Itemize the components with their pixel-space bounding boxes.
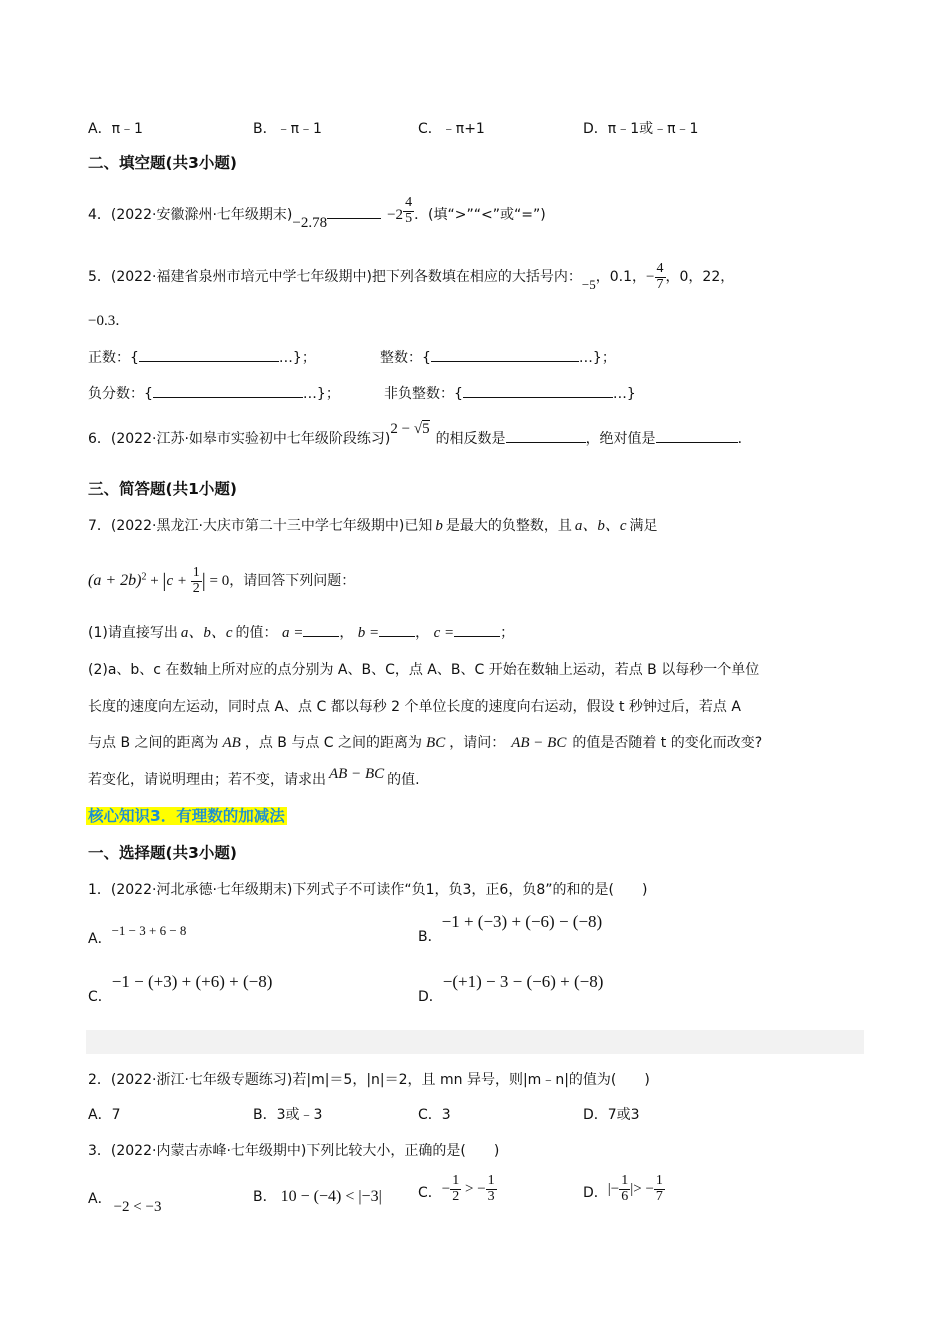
q6-mid: 的相反数是 bbox=[435, 431, 506, 447]
q5-line-2 bbox=[88, 310, 129, 330]
separator-band bbox=[86, 1030, 864, 1054]
q5-set-positive: 正数：{ …}； bbox=[88, 350, 316, 366]
q5-number-3-fraction: $\frac{4}{7}$ bbox=[656, 261, 664, 292]
choice-3-option-a: A． −2 < −3 bbox=[88, 1191, 162, 1215]
question-7-line-1: 7．(2022·黑龙江·大庆市第二十三中学七年级期中)已知 b 是最大的负整数，且 a、b、c 满足 bbox=[88, 518, 658, 534]
blank-integer bbox=[431, 361, 579, 362]
q7-equation: $(a + 2b)^2 + |c$ + $\frac{1}{2}$ | = 0，请回答下列问题： bbox=[88, 565, 356, 596]
blank-b bbox=[379, 636, 415, 637]
c3-c-fraction-1: $\frac{1}{2}$ bbox=[452, 1173, 460, 1204]
section-heading-fill: 二、填空题(共3小题) bbox=[88, 154, 237, 172]
q5-number-4: ，0，22， bbox=[665, 269, 735, 286]
core-knowledge-banner: 核心知识3．有理数的加减法 bbox=[88, 807, 285, 825]
choice-1-option-a: A．−1 − 3 + 6 − 8 bbox=[88, 923, 187, 947]
q7-part-2-line-2: 长度的速度向左运动，同时点 A、点 C 都以每秒 2 个单位长度的速度向右运动，假设 t 秒钟过后，若点 A bbox=[88, 699, 741, 715]
q4-right-fraction: $\frac{4}{5}$ bbox=[405, 195, 413, 226]
choice-1-option-c: C．−1 − (+3) + (+6) + (−8) bbox=[88, 972, 273, 1005]
choice-3-option-b: B． 10 − (−4) < |−3| bbox=[253, 1188, 382, 1205]
choice-1-stem: 1．(2022·河北承德·七年级期末)下列式子不可读作“负1，负3，正6，负8”的和的是( ) bbox=[88, 882, 648, 898]
q4-left-value: −2.78 bbox=[292, 215, 328, 232]
q7-part-2-line-3: 与点 B 之间的距离为 AB ，点 B 与点 C 之间的距离为 BC ，请问： AB − BC 的值是否随着 t 的变化而改变? bbox=[88, 735, 763, 751]
question-5 bbox=[88, 262, 734, 292]
c3-c-fraction-2: $\frac{1}{3}$ bbox=[487, 1173, 495, 1204]
q5-prefix: 5．(2022·福建省泉州市培元中学七年级期中)把下列各数填在相应的大括号内： bbox=[88, 269, 582, 286]
blank-absolute bbox=[656, 442, 738, 443]
blank-a bbox=[303, 636, 339, 637]
q3-option-a: A．π﹣1 bbox=[88, 121, 143, 137]
q7-part-2-line-4: 若变化，请说明理由；若不变，请求出 AB − BC 的值. bbox=[88, 766, 420, 788]
choice-3-option-c: C．− $\frac{1}{2}$ > − $\frac{1}{3}$ bbox=[418, 1173, 495, 1204]
blank-nonnegative-integer bbox=[463, 397, 613, 398]
choice-2-option-a: A．7 bbox=[88, 1107, 121, 1123]
blank-negative-fraction bbox=[153, 397, 303, 398]
choice-1-option-d: D．−(+1) − 3 − (−6) + (−8) bbox=[418, 972, 604, 1005]
q4-blank bbox=[327, 218, 381, 219]
choice-2-option-b: B．3或﹣3 bbox=[253, 1107, 323, 1123]
q4-suffix: ．(填“>”“<”或“=”) bbox=[414, 207, 546, 224]
c3-d-fraction-2: $\frac{1}{7}$ bbox=[655, 1173, 663, 1204]
choice-2-option-d: D．7或3 bbox=[583, 1107, 640, 1123]
q6-mid2: ，绝对值是 bbox=[585, 431, 656, 447]
question-6: 6．(2022·江苏·如皋市实验初中七年级阶段练习)2 − √5的相反数是 ，绝对值是 ． bbox=[88, 421, 752, 447]
q5-set-integer: 整数：{ …}； bbox=[380, 350, 616, 366]
q3-option-c: C．﹣π+1 bbox=[418, 121, 485, 137]
q3-option-b: B．﹣π﹣1 bbox=[253, 121, 322, 137]
q3-option-d: D．π﹣1或﹣π﹣1 bbox=[583, 121, 699, 137]
q5-number-5: −0.3 bbox=[88, 313, 116, 329]
q6-prefix: 6．(2022·江苏·如皋市实验初中七年级阶段练习) bbox=[88, 431, 391, 447]
q5-end: ． bbox=[115, 313, 130, 329]
q6-expression: 2 − √5 bbox=[390, 421, 430, 437]
q5-set-nonnegative-integer: 非负整数：{ …} bbox=[384, 386, 636, 402]
q5-number-3-sign: − bbox=[646, 269, 655, 286]
q7-part-2-line-1: (2)a、b、c 在数轴上所对应的点分别为 A、B、C，点 A、B、C 开始在数轴上运动，若点 B 以每秒一个单位 bbox=[88, 662, 760, 678]
choice-3-option-d: D．|− $\frac{1}{6}$ |> − $\frac{1}{7}$ bbox=[583, 1173, 663, 1204]
section-heading-short-answer: 三、简答题(共1小题) bbox=[88, 480, 237, 498]
q7-eq-fraction: $\frac{1}{2}$ bbox=[192, 565, 200, 596]
question-4 bbox=[88, 195, 546, 232]
c3-d-fraction-1: $\frac{1}{6}$ bbox=[621, 1173, 629, 1204]
blank-positive bbox=[139, 361, 279, 362]
choice-2-option-c: C．3 bbox=[418, 1107, 451, 1123]
q4-right-whole: −2 bbox=[387, 207, 404, 224]
blank-c bbox=[454, 636, 500, 637]
choice-1-option-b: B．−1 + (−3) + (−6) − (−8) bbox=[418, 912, 603, 945]
q5-set-negative-fraction: 负分数：{ …}； bbox=[88, 386, 340, 402]
blank-opposite bbox=[506, 442, 586, 443]
q5-number-2: ，0.1， bbox=[595, 269, 647, 286]
choice-2-stem: 2．(2022·浙江·七年级专题练习)若|m|＝5，|n|＝2，且 mn 异号，则|m﹣n|的值为( ) bbox=[88, 1072, 650, 1088]
choice-3-stem: 3．(2022·内蒙古赤峰·七年级期中)下列比较大小，正确的是( ) bbox=[88, 1143, 500, 1159]
q7-eq-square: (a + 2b) bbox=[88, 572, 142, 590]
q5-number-1: −5 bbox=[581, 277, 596, 293]
q4-prefix: 4．(2022·安徽滁州·七年级期末) bbox=[88, 207, 293, 224]
q7-part-1: (1)请直接写出 a、b、c 的值： a = ， b = ， c = ； bbox=[88, 625, 515, 641]
section-heading-choice: 一、选择题(共3小题) bbox=[88, 844, 237, 862]
